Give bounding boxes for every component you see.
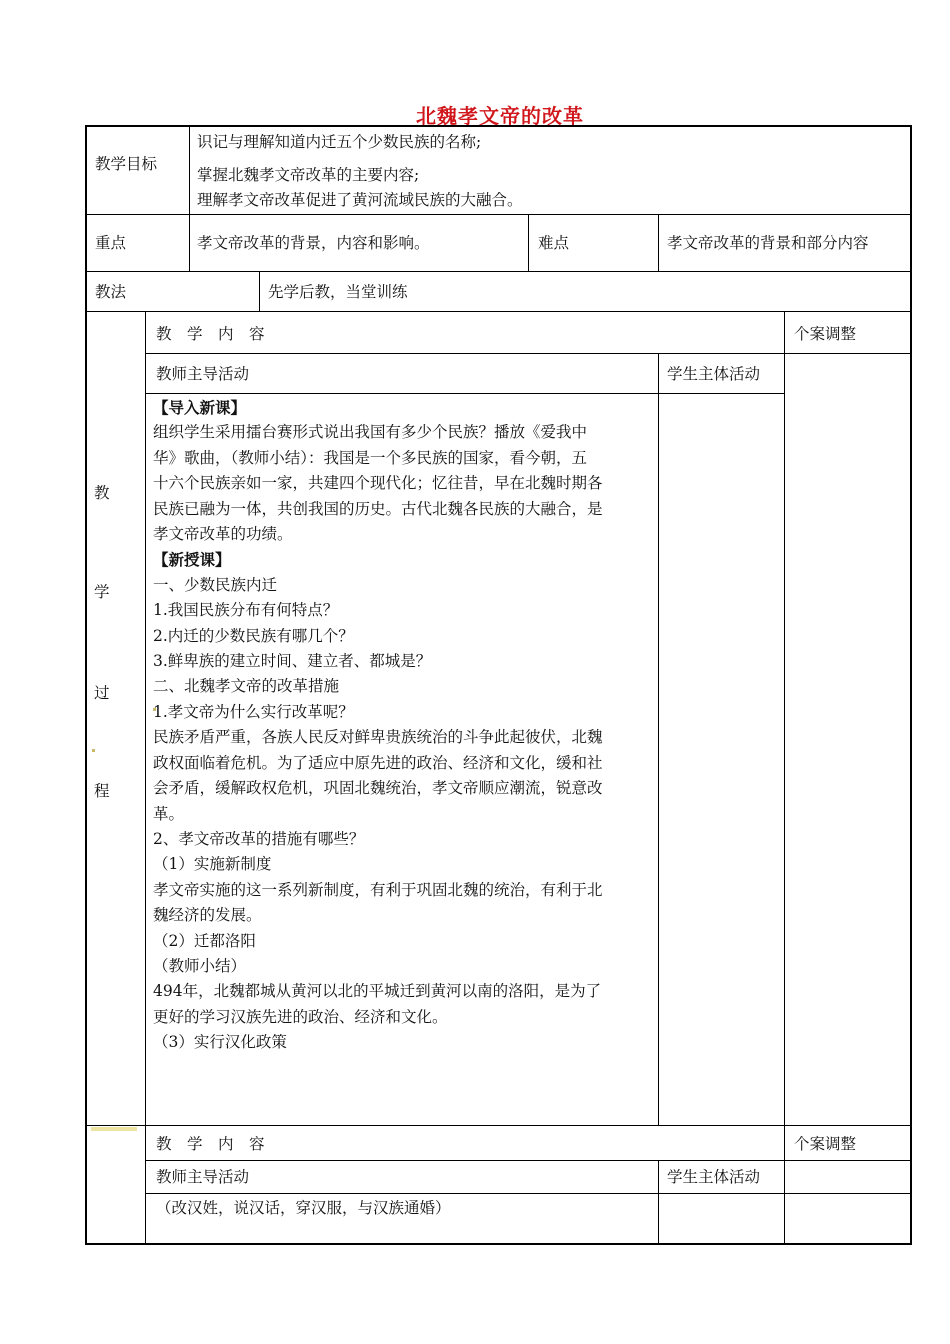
process-side-label: 教 (94, 484, 110, 502)
content-line: 1.我国民族分布有何特点？ (153, 601, 339, 620)
section-heading: 【导入新课】 (153, 398, 247, 417)
content-line: 华》歌曲，（教师小结）：我国是一个多民族的国家，看今朝，五 (153, 448, 588, 467)
objective-line: 掌握北魏孝文帝改革的主要内容; (197, 166, 420, 184)
divider (145, 1193, 911, 1194)
method-value: 先学后教，当堂训练 (268, 283, 408, 301)
process-side-label: 学 (94, 583, 110, 601)
teacher-activity-content (153, 395, 603, 1056)
ink-smudge (91, 1127, 137, 1131)
content-line: （改汉姓，说汉话，穿汉服，与汉族通婚） (156, 1199, 451, 1217)
content-line: 民族已融为一体，共创我国的历史。古代北魏各民族的大融合，是 (153, 499, 603, 518)
objective-line: 理解孝文帝改革促进了黄河流域民族的大融合。 (197, 191, 523, 209)
content-line: 孝文帝改革的功绩。 (153, 525, 293, 544)
content-line: 组织学生采用擂台赛形式说出我国有多少个民族？播放《爱我中 (153, 423, 588, 442)
content-line: 2、孝文帝改革的措施有哪些？ (153, 829, 365, 848)
divider (145, 393, 784, 394)
content-line: （2）迁都洛阳 (153, 931, 256, 950)
divider (145, 1160, 911, 1161)
content-line: 1.孝文帝为什么实行改革呢？ (153, 702, 354, 721)
adjust-header: 个案调整 (794, 325, 857, 343)
student-activity-header: 学生主体活动 (667, 1168, 761, 1186)
process-side-label: 过 (94, 684, 110, 702)
divider (658, 214, 659, 271)
divider (259, 271, 260, 311)
divider (86, 271, 911, 272)
content-header: 教 学 内 容 (156, 325, 265, 343)
content-line: 政权面临着危机。为了适应中原先进的政治、经济和文化，缓和社 (153, 753, 603, 772)
divider (86, 1125, 911, 1126)
objective-line: 识记与理解知道内迁五个少数民族的名称; (197, 133, 482, 151)
divider (145, 311, 146, 1244)
difficulty-value: 孝文帝改革的背景和部分内容 (667, 234, 869, 252)
section-heading: 【新授课】 (153, 550, 231, 570)
difficulty-label: 难点 (538, 234, 570, 252)
divider (86, 311, 911, 312)
content-header: 教 学 内 容 (156, 1135, 265, 1153)
divider (658, 353, 659, 1125)
divider (189, 126, 190, 271)
content-line: 魏经济的发展。 (153, 906, 262, 925)
divider (145, 353, 911, 354)
content-line: （3）实行汉化政策 (153, 1033, 287, 1052)
content-line: 一、少数民族内迁 (153, 575, 278, 594)
ink-dot (92, 749, 95, 752)
student-activity-header: 学生主体活动 (667, 365, 761, 383)
content-line: 孝文帝实施的这一系列新制度，有利于巩固北魏的统治，有利于北 (153, 880, 603, 899)
content-line: 革。 (153, 804, 185, 823)
teacher-activity-header: 教师主导活动 (156, 1168, 250, 1186)
method-label: 教法 (95, 283, 127, 301)
document-title: 北魏孝文帝的改革 (416, 104, 584, 128)
divider (784, 311, 785, 1244)
focus-value: 孝文帝改革的背景，内容和影响。 (197, 234, 430, 252)
content-line: 民族矛盾严重，各族人民反对鲜卑贵族统治的斗争此起彼伏，北魏 (153, 728, 603, 747)
content-line: （1）实施新制度 (153, 855, 272, 874)
content-line: 494年，北魏都城从黄河以北的平城迁到黄河以南的洛阳，是为了 (153, 982, 602, 1001)
divider (528, 214, 529, 271)
content-line: 3.鲜卑族的建立时间、建立者、都城是？ (153, 652, 432, 671)
teacher-activity-header: 教师主导活动 (156, 365, 250, 383)
process-side-label: 程 (94, 782, 110, 800)
content-line: （教师小结） (153, 956, 247, 975)
objectives-label: 教学目标 (95, 155, 158, 173)
focus-label: 重点 (95, 234, 127, 252)
content-line: 二、北魏孝文帝的改革措施 (153, 677, 340, 696)
divider (658, 1160, 659, 1244)
divider (86, 214, 911, 215)
content-line: 会矛盾，缓解政权危机，巩固北魏统治，孝文帝顺应潮流，锐意改 (153, 779, 603, 798)
adjust-header: 个案调整 (794, 1135, 857, 1153)
content-line: 十六个民族亲如一家，共建四个现代化；忆往昔，早在北魏时期各 (153, 474, 603, 493)
content-line: 2.内迁的少数民族有哪几个？ (153, 626, 354, 645)
content-line: 更好的学习汉族先进的政治、经济和文化。 (153, 1007, 448, 1026)
